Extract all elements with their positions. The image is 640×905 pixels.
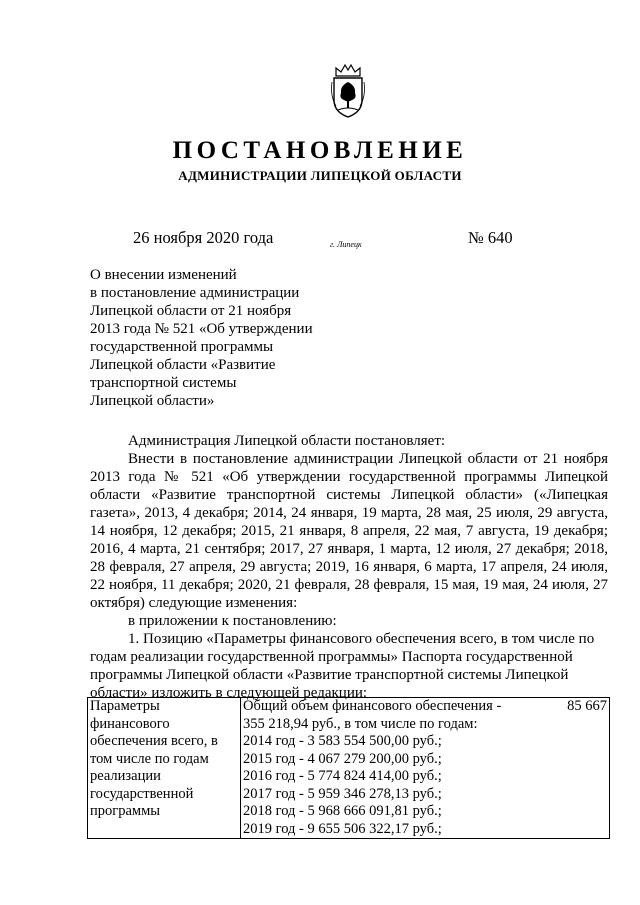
- paragraph-line: 2016, 4 марта, 21 сентября; 2017, 27 января, 1 марта, 12 июля, 27 декабря; 2018,: [90, 541, 608, 557]
- table-row: [88, 698, 610, 839]
- document-subject: [90, 266, 390, 410]
- paragraph-line: газета», 2013, 4 декабря; 2014, 24 января, 19 марта, 28 мая, 25 июля, 29 августа,: [90, 505, 608, 521]
- paragraph-line: 28 февраля, 27 апреля, 29 августа; 2019, 16 января, 6 марта, 17 апреля, 24 июля,: [90, 559, 608, 575]
- document-body: [90, 432, 608, 702]
- document-date: 26 ноября 2020 года: [133, 228, 274, 247]
- subject-line: Липецкой области»: [90, 393, 215, 409]
- item1-line: годам реализации государственной программы» Паспорта государственной: [90, 649, 573, 665]
- value-line: 2015 год - 4 067 279 200,00 руб.;: [243, 750, 442, 767]
- intro-line: Администрация Липецкой области постановляет:: [128, 433, 446, 449]
- lipetsk-coat-of-arms-icon: [328, 60, 368, 120]
- subject-line: О внесении изменений: [90, 267, 237, 283]
- value-line: 2019 год - 9 655 506 322,17 руб.;: [243, 820, 442, 837]
- issuing-authority: АДМИНИСТРАЦИИ ЛИПЕЦКОЙ ОБЛАСТИ: [178, 168, 462, 183]
- paragraph-line: области «Развитие транспортной системы Липецкой области» («Липецкая: [90, 487, 608, 503]
- value-line: 355 218,94 руб., в том числе по годам:: [243, 715, 478, 732]
- label-line: финансового: [90, 715, 170, 732]
- appendix-line: в приложении к постановлению:: [128, 613, 337, 629]
- subject-line: Липецкой области «Развитие: [90, 357, 276, 373]
- subject-line: государственной программы: [90, 339, 274, 355]
- document-title: ПОСТАНОВЛЕНИЕ: [172, 137, 468, 164]
- value-line: 2017 год - 5 959 346 278,13 руб.;: [243, 785, 442, 802]
- item1-line: 1. Позицию «Параметры финансового обеспечения всего, в том числе по: [128, 631, 595, 647]
- value-line: 2016 год - 5 774 824 414,00 руб.;: [243, 768, 442, 784]
- document-number: № 640: [468, 228, 513, 247]
- document-city: г. Липецк: [330, 240, 362, 249]
- value-line: 2014 год - 3 583 554 500,00 руб.;: [243, 733, 442, 749]
- value-line: 2018 год - 5 968 666 091,81 руб.;: [243, 803, 442, 819]
- subject-line: 2013 года № 521 «Об утверждении: [90, 321, 313, 337]
- total-financing-label: Общий объем финансового обеспечения -: [243, 698, 502, 714]
- item1-line: области» изложить в следующей редакции:: [90, 685, 368, 701]
- label-line: государственной: [90, 785, 194, 802]
- paragraph-line: октября) следующие изменения:: [90, 595, 298, 611]
- paragraph-line: Внести в постановление администрации Липецкой области от 21 ноября: [128, 451, 608, 467]
- paragraph-line: 14 ноября, 12 декабря; 2015, 21 января, 8 апреля, 22 мая, 7 августа, 19 декабря;: [90, 523, 608, 539]
- item1-line: программы Липецкой области «Развитие транспортной системы Липецкой: [90, 667, 569, 683]
- paragraph-line: 2013 года № 521 «Об утверждении государственной программы Липецкой: [90, 469, 608, 485]
- label-line: Параметры: [90, 698, 160, 714]
- parameter-label-cell: [88, 698, 241, 839]
- total-financing-value: 85 667: [567, 698, 607, 714]
- total-financing-line: [243, 698, 607, 716]
- subject-line: транспортной системы: [90, 375, 237, 391]
- subject-line: Липецкой области от 21 ноября: [90, 303, 292, 319]
- label-line: реализации: [90, 768, 161, 784]
- label-line: том числе по годам: [90, 750, 209, 767]
- label-line: программы: [90, 803, 160, 819]
- parameter-value-cell: [241, 698, 610, 839]
- subject-line: в постановление администрации: [90, 285, 300, 301]
- financing-parameters-table: [87, 697, 610, 839]
- paragraph-line: 22 ноября, 11 декабря; 2020, 21 февраля, 28 февраля, 15 мая, 19 мая, 24 июля, 27: [90, 577, 608, 593]
- label-line: обеспечения всего, в: [90, 733, 218, 749]
